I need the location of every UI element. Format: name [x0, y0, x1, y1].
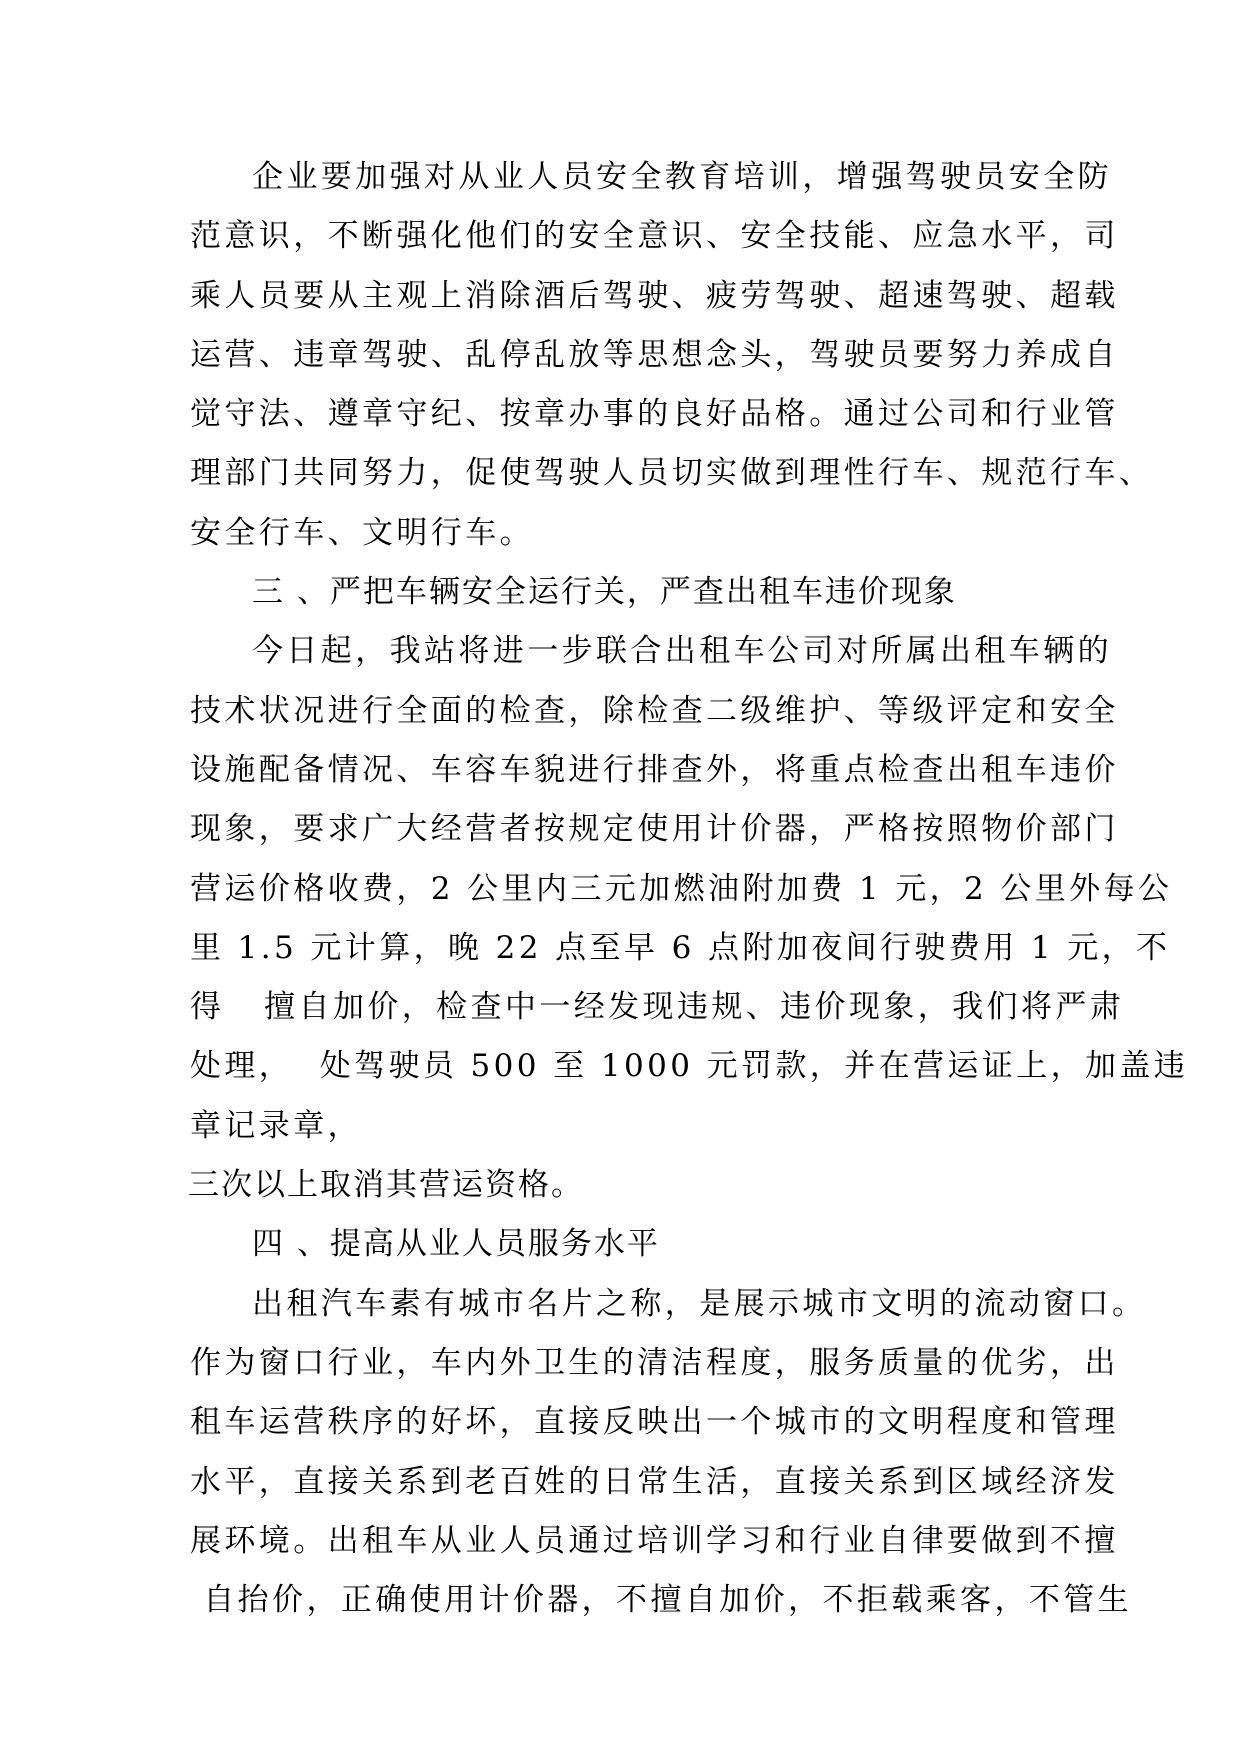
text-line: 理部门共同努力，促使驾驶人员切实做到理性行车、规范行车、 — [190, 455, 1154, 492]
text-line: 处理， 处驾驶员 500 至 1000 元罚款，并在营运证上，加盖违 — [190, 1048, 1189, 1085]
text-line: 展环境。出租车从业人员通过培训学习和行业自律要做到不擅 — [190, 1522, 1119, 1559]
section-heading-3: 三 、严把车辆安全运行关，严查出租车违价现象 — [252, 574, 957, 611]
text-line: 租车运营秩序的好坏，直接反映出一个城市的文明程度和管理 — [190, 1404, 1119, 1441]
text-line: 企业要加强对从业人员安全教育培训，增强驾驶员安全防 — [252, 159, 1112, 195]
text-line: 范意识，不断强化他们的安全意识、安全技能、应急水平，司 — [190, 218, 1119, 255]
text-line: 章记录章， — [190, 1107, 362, 1144]
text-line: 营运价格收费，2 公里内三元加燃油附加费 1 元，2 公里外每公 — [190, 870, 1173, 907]
paragraph-tail-line: 三次以上取消其营运资格。 — [188, 1167, 584, 1204]
text-line: 乘人员要从主观上消除酒后驾驶、疲劳驾驶、超速驾驶、超载 — [190, 277, 1119, 314]
text-line: 安全行车、文明行车。 — [190, 514, 534, 551]
text-line: 设施配备情况、车容车貌进行排查外，将重点检查出租车违价 — [190, 751, 1119, 788]
text-line: 出租汽车素有城市名片之称，是展示城市文明的流动窗口。 — [252, 1285, 1147, 1322]
text-line: 技术状况进行全面的检查，除检查二级维护、等级评定和安全 — [190, 692, 1119, 729]
text-line: 里 1.5 元计算，晚 22 点至早 6 点附加夜间行驶费用 1 元，不 — [190, 929, 1171, 966]
section-heading-4: 四 、提高从业人员服务水平 — [252, 1226, 660, 1263]
text-line: 得 擅自加价，检查中一经发现违规、违价现象，我们将严肃 — [190, 989, 1125, 1026]
text-line: 运营、违章驾驶、乱停乱放等思想念头，驾驶员要努力养成自 — [190, 336, 1119, 373]
text-line: 作为窗口行业，车内外卫生的清洁程度，服务质量的优劣，出 — [190, 1344, 1119, 1381]
paragraph-safety-training — [190, 148, 1154, 563]
text-line: 自抬价，正确使用计价器，不擅自加价，不拒载乘客，不管生 — [190, 1582, 1133, 1619]
text-line: 觉守法、遵章守纪、按章办事的良好品格。通过公司和行业管 — [190, 396, 1119, 433]
text-line: 水平，直接关系到老百姓的日常生活，直接关系到区域经济发 — [190, 1463, 1119, 1500]
text-line: 今日起，我站将进一步联合出租车公司对所属出租车辆的 — [252, 633, 1112, 670]
text-line: 现象，要求广大经营者按规定使用计价器，严格按照物价部门 — [190, 811, 1119, 848]
paragraph-service-level — [190, 1275, 1147, 1631]
paragraph-vehicle-inspection — [190, 622, 1189, 1156]
document-body — [188, 148, 1189, 1630]
